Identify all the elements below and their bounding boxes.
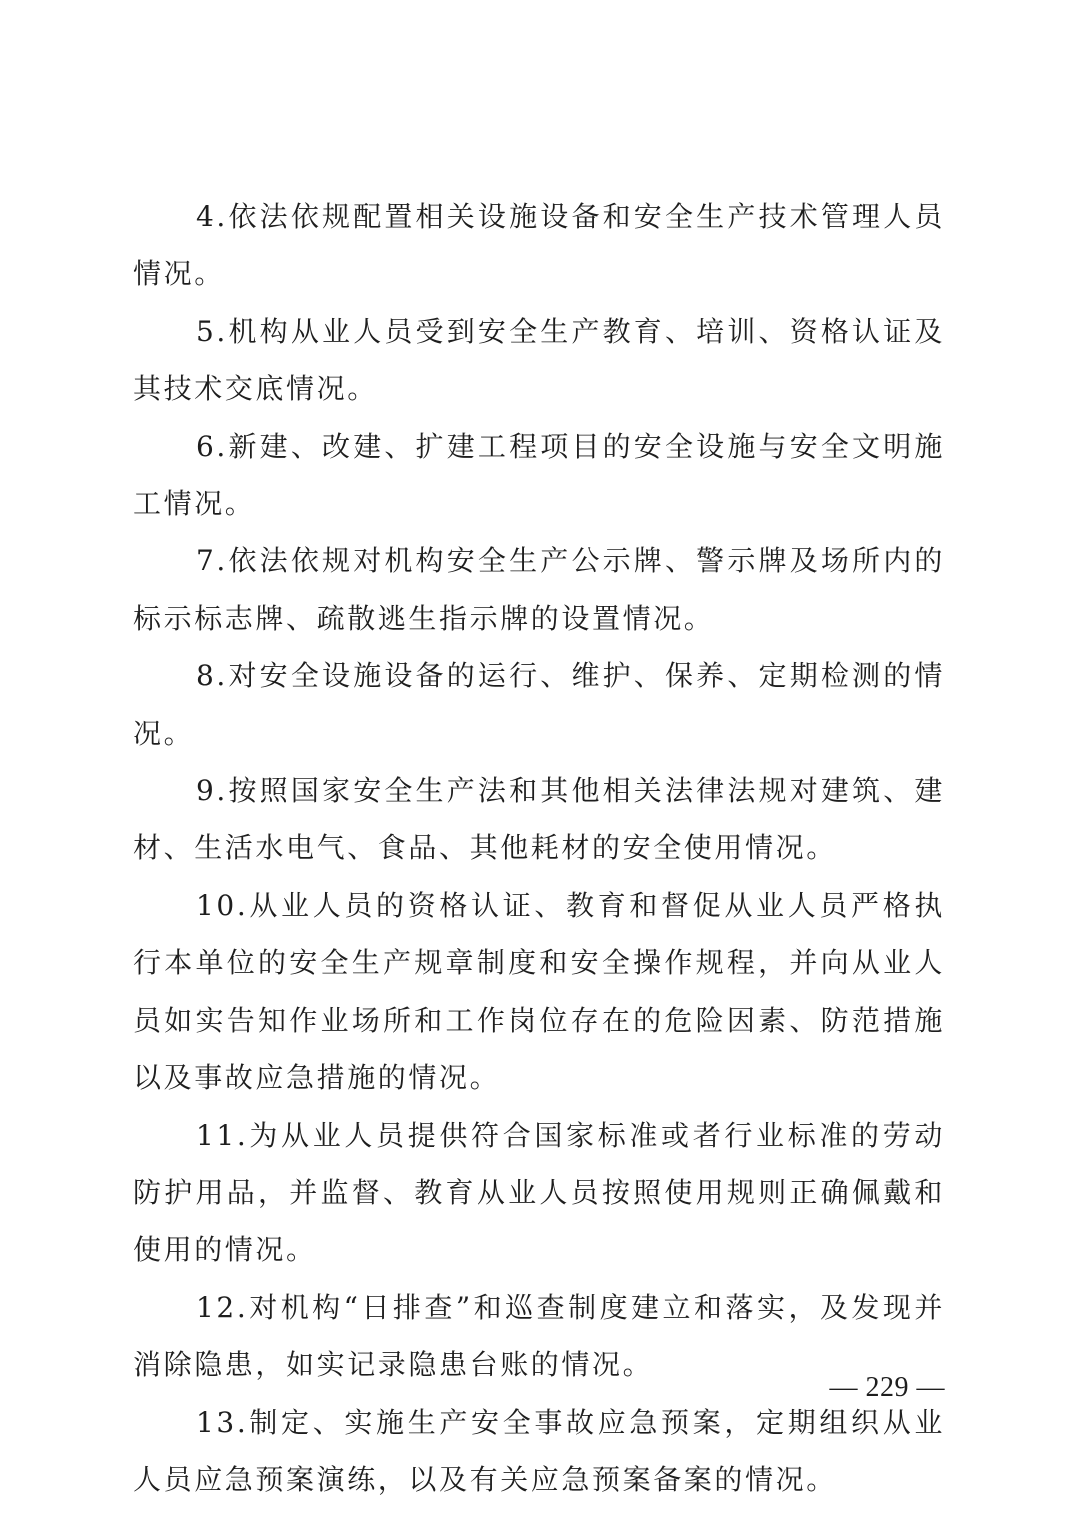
paragraph-item-11: 11.为从业人员提供符合国家标准或者行业标准的劳动防护用品，并监督、教育从业人员按照使用规则正确佩戴和使用的情况。 — [133, 1118, 945, 1267]
page-number: — 229 — — [829, 1372, 945, 1403]
paragraph-item-5: 5.机构从业人员受到安全生产教育、培训、资格认证及其技术交底情况。 — [133, 314, 945, 406]
paragraph-item-6: 6.新建、改建、扩建工程项目的安全设施与安全文明施工情况。 — [133, 429, 945, 521]
paragraph-item-10: 10.从业人员的资格认证、教育和督促从业人员严格执行本单位的安全生产规章制度和安全操作规程，并向从业人员如实告知作业场所和工作岗位存在的危险因素、防范措施以及事故应急措施的情况。 — [133, 888, 945, 1095]
paragraph-item-9: 9.按照国家安全生产法和其他相关法律法规对建筑、建材、生活水电气、食品、其他耗材的安全使用情况。 — [133, 774, 945, 865]
paragraph-item-8: 8.对安全设施设备的运行、维护、保养、定期检测的情况。 — [133, 659, 945, 750]
document-body — [133, 188, 945, 1508]
paragraph-item-13: 13.制定、实施生产安全事故应急预案，定期组织从业人员应急预案演练，以及有关应急预案备案的情况。 — [133, 1405, 945, 1496]
paragraph-item-12: 12.对机构“日排查”和巡查制度建立和落实，及发现并消除隐患，如实记录隐患台账的情况。 — [133, 1290, 945, 1382]
paragraph-item-7: 7.依法依规对机构安全生产公示牌、警示牌及场所内的标示标志牌、疏散逃生指示牌的设置情况。 — [133, 544, 945, 635]
paragraph-item-4: 4.依法依规配置相关设施设备和安全生产技术管理人员情况。 — [133, 200, 945, 291]
